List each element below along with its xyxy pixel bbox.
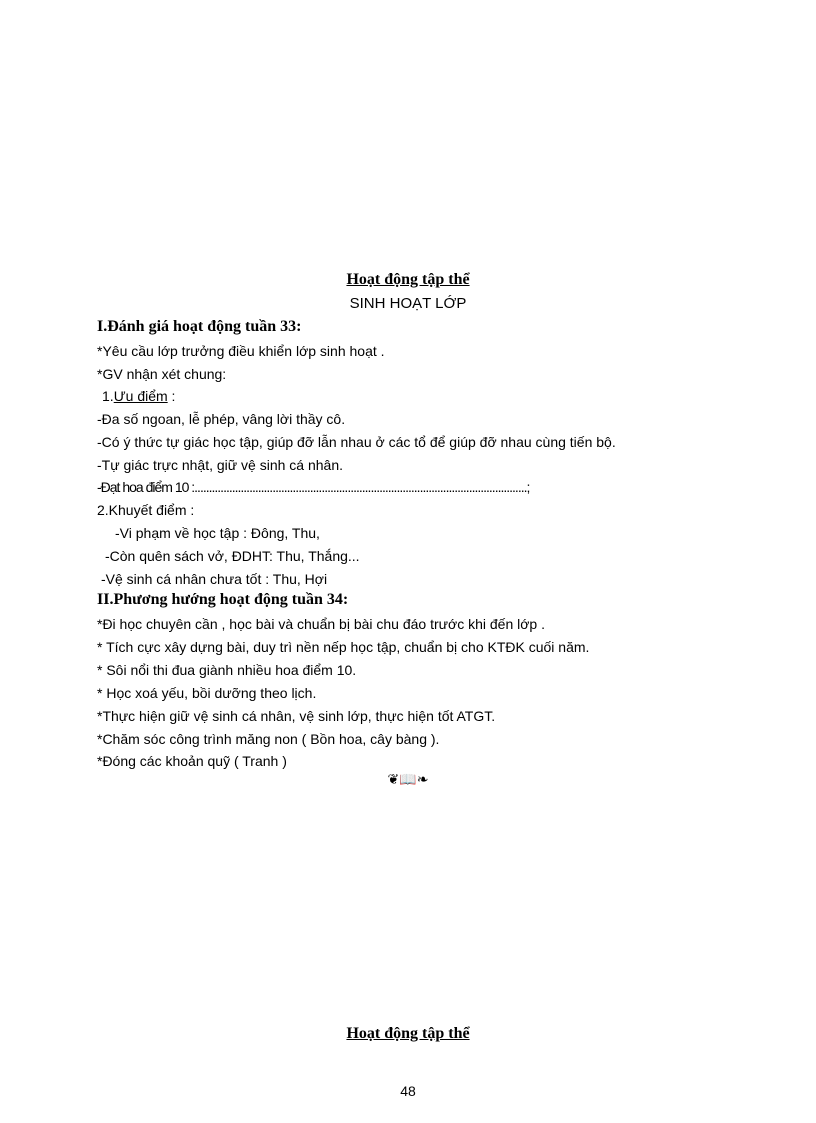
good-item-2: -Có ý thức tự giác học tập, giúp đỡ lẫn nhau ở các tổ để giúp đỡ nhau cùng tiến bộ. <box>97 434 616 450</box>
part1-line2: *GV nhận xét chung: <box>97 366 227 382</box>
bad-item-2: -Còn quên sách vở, ĐDHT: Thu, Thắng... <box>105 548 360 564</box>
plan-item-3: * Sôi nổi thi đua giành nhiều hoa điểm 10. <box>97 662 357 678</box>
plan-item-4: * Học xoá yếu, bồi dưỡng theo lịch. <box>97 685 317 701</box>
uu-diem-label: Ưu điểm <box>113 388 168 404</box>
part1-heading: I.Đánh giá hoạt động tuần 33: <box>97 318 302 335</box>
plan-item-5: *Thực hiện giữ vệ sinh cá nhân, vệ sinh lớp, thực hiện tốt ATGT. <box>97 708 496 724</box>
uu-diem-line <box>102 386 175 406</box>
uu-diem-suffix: : <box>167 388 176 404</box>
bad-item-3: -Vệ sinh cá nhân chưa tốt : Thu, Hợi <box>101 571 328 587</box>
khuyet-diem-heading: 2.Khuyết điểm : <box>97 502 195 518</box>
ornament-divider-icon: ❦📖❧ <box>387 772 429 788</box>
section-title: Hoạt động tập thể <box>346 271 470 288</box>
bad-item-1: -Vi phạm về học tập : Đông, Thu, <box>115 525 320 541</box>
good-item-3: -Tự giác trực nhật, giữ vệ sinh cá nhân. <box>97 457 344 473</box>
part2-heading: II.Phương hướng hoạt động tuần 34: <box>97 591 349 608</box>
plan-item-2: * Tích cực xây dựng bài, duy trì nền nếp học tập, chuẩn bị cho KTĐK cuối năm. <box>97 639 590 655</box>
section-subtitle: SINH HOẠT LỚP <box>349 295 467 312</box>
good-item-4: -Đạt hoa điểm 10 :...................................................................................................................; <box>97 479 530 495</box>
page-number: 48 <box>400 1083 416 1099</box>
good-item-1: -Đa số ngoan, lễ phép, vâng lời thầy cô. <box>97 411 346 427</box>
plan-item-6: *Chăm sóc công trình măng non ( Bồn hoa, cây bàng ). <box>97 731 440 747</box>
plan-item-7: *Đóng các khoản quỹ ( Tranh ) <box>97 753 287 769</box>
plan-item-1: *Đi học chuyên cần , học bài và chuẩn bị bài chu đáo trước khi đến lớp . <box>97 616 545 632</box>
uu-diem-prefix: 1. <box>102 388 114 404</box>
section2-title: Hoạt động tập thể <box>346 1025 470 1042</box>
part1-line1: *Yêu cầu lớp trưởng điều khiển lớp sinh hoạt . <box>97 343 385 359</box>
